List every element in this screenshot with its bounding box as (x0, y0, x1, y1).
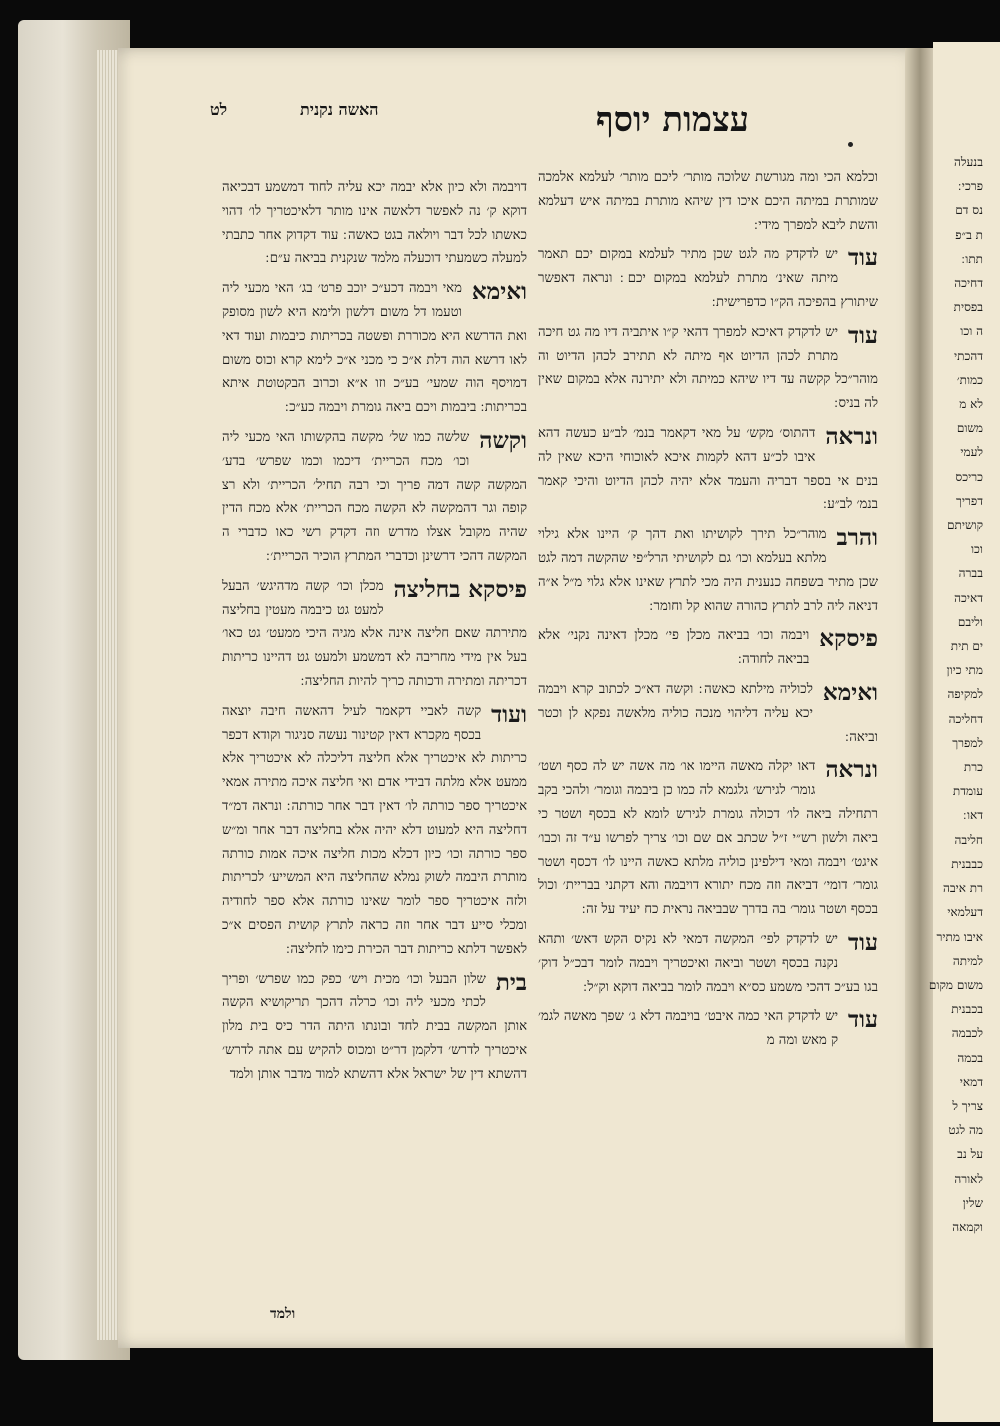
fragment-line: רת איבה (942, 881, 983, 896)
text-paragraph (538, 1005, 878, 1053)
text-paragraph (538, 755, 878, 922)
paragraph-keyword: ונראה (825, 422, 878, 450)
fragment-line: ה וכו (960, 324, 983, 339)
fragment-line: כריכס (955, 469, 983, 484)
paragraph-keyword: והרב (836, 524, 878, 552)
text-paragraph (222, 700, 527, 962)
fragment-line: חליבה (954, 832, 983, 847)
fragment-line: תתו ׃ (961, 251, 983, 266)
fragment-line: משום מקום (928, 977, 983, 992)
paragraph-text: ויבמה וכו׳ בביאה מכלן פי׳ מכלן דאינה נקני׳ אלא בביאה לחודה ׃ (538, 628, 810, 668)
fragment-line: בכמה (957, 1050, 983, 1065)
paragraph-keyword: פיסקא בחליצה (393, 575, 527, 603)
paragraph-text: יש לדקדק האי כמה איבט׳ בויבמה דלא ג׳ שפך מאשה לגמ׳ ק מאש ומה מ (538, 1009, 839, 1049)
fragment-line: פרכי ׃ (957, 179, 983, 194)
fragment-line: לאורה (954, 1171, 983, 1186)
paragraph-text: שלון הבעל וכו׳ מכית ויש׳ כפק כמו שפרש׳ ופריך לכתי מכעי ליה וכו׳ כרלה דהכך תריקושיא הקשה אותן המקשה בבית לחד ובונתו היתה הדר כיס בית מלון איכטריך לדרש׳ דלקמן דר״ט ומכוס להקיש עם אתה לדרש׳ דהשתא דין של ישראל אלא דהשתא למוד מדבר אותן ולמד (222, 971, 527, 1082)
text-paragraph (538, 678, 878, 749)
fragment-line: כבבנית (951, 856, 983, 871)
text-paragraph (538, 321, 878, 416)
fragment-line: משום (956, 421, 983, 436)
fragment-line: בברה (958, 566, 983, 581)
text-paragraph (222, 426, 527, 569)
paragraph-text: מכלן וכו׳ קשה מדהיגש׳ הבעל למעט גט כיבמה מעטין בחליצה מתירתה שאם חליצה אינה אלא מגיה היכי ממעט׳ גט כאו׳ בעל אין מידי מחריבה לא דמשמע ולמעט גט דהיינו כריתות דכריתה ומתירה ודכותה כריך להיות החליצה ׃ (222, 578, 527, 689)
fragment-line: לעמי (960, 445, 983, 460)
fragment-line: וכו (970, 542, 983, 557)
fragment-line: עומדת (952, 784, 983, 799)
right-text-column (538, 166, 878, 1059)
running-title-left: האשה נקנית (300, 100, 379, 119)
fragment-line: בפסית (953, 300, 983, 315)
paragraph-text: מוהר״כל תירך לקושיתו ואת דהך ק׳ היינו אלא גילוי מלתא בעלמא וכו׳ גם לקושיתי הרל״פי שהקשה דמה לגט שכן מתיר בשפחה כנענית היה מכי לתרץ שאינו אלא גלוי מ״ל א״ה דניאה ליה לרב לתרץ כהורה שהוא קל וחומר ׃ (538, 527, 878, 614)
paragraph-text: יש לדקדק דאיכא למפרך דהאי ק״ו איתביה דיו מה גט חיכה מתרת לכהן הדיוט אף מיתה לא תתירב לכהן הדיוט וה מוהר״כל קקשה עד דיו שיהא כמיתה ולא יתירנה אלא במקום שאין לה בניס ׃ (538, 324, 878, 412)
fragment-line: בכבנית (951, 1002, 983, 1017)
page-edges (18, 20, 130, 1360)
fragment-line: דעלמאי (947, 905, 983, 920)
fragment-line: איבו מתיר (936, 929, 983, 944)
page-number: לט (210, 100, 228, 119)
paragraph-keyword: עוד (848, 321, 878, 349)
fragment-line: לא מ (959, 397, 983, 412)
paragraph-text: דאו יקלה מאשה היימו או׳ מה אשה יש לה כסף ושט׳ גומר׳ לגירש׳ גלגמא לה כמו כן ביבמה וגומר׳ ולהכי בקב רתחילה ביאה לו׳ דכולה גומרת לגירש לומא לא בכסף ושטר כי ביאה ולשון רש״י ז״ל שכתב אם שם וכו׳ צריך לפרשו ע״ד זה וכבו׳ איגט׳ ויבמה ומאי דילפינן כוליה מלתא כאשה היינו לו׳ דכסף ושטר גומר׳ דומי׳ דביאה וזה מכח יתורא דויבמה והא דקתני בבריית׳ וכול בכסף ושטר גומר׳ בה בדרך שבביאה נראית כח יעיד על זה ׃ (538, 759, 878, 918)
paragraph-text: מאי ויבמה דכע״כ יוכב פרט׳ בג׳ האי מכעי ליה וטעמו דל משום דלשון ולימא היא לשון מסופק ואת הדרשא היא מכוררת ופשטה בכריתות כיבמות ועוד דאי לאו דרשא הוה דלת א״כ כי מכני א״כ לימא קרא וכוס משום דמויסף הוה שמעי׳ בע״כ וזו א״א וכרוב הבקטוטת איתא בכריתות ׃ ביבמות ויכם ביאה גומרת ויבמה כע״כ ׃ (222, 281, 527, 416)
fragment-line: כרת (963, 760, 983, 775)
text-paragraph (538, 624, 878, 672)
fragment-line: למיתה (952, 953, 983, 968)
fragment-line: וליבם (957, 614, 983, 629)
fragment-line: מה לגט (948, 1123, 983, 1138)
fragment-line: דאו ׃ (963, 808, 983, 823)
fragment-line: מתי כיון (946, 663, 983, 678)
ornament-dot (848, 142, 853, 147)
fragment-line: בנעלה (954, 155, 983, 169)
paragraph-text: דויבמה ולא כיון אלא יבמה יכא עליה לחוד דמשמע דבכיאה דוקא ק׳ נה לאפשר דלאשה אינו מותר דלאיכטריך לו׳ דהוי כאשתו לכל דבר ויולאה בגט כאשה ׃ עוד דקדוק אחר כתבתי למעלה כשמעתי דוכעלה מלמד שנקנית בביאה ע״ם ׃ (222, 180, 527, 267)
paragraph-text: קשה לאביי דקאמר לעיל דהאשה חיבה יוצאה בכסף מקכרא דאין קטינור נעשה סניגור וקודא דכפר כריתות לא איכטריך אלא חליצה דליכלה לא איכטריך אלא ממעט אלא מלתה דבידי אדם ואי חליצה איכה מתירה אמאי איכטריך ספר כורתה לו׳ דאין דבר אחר כורתה ׃ ונראה דמ״ד דחליצה היא למעוט דלא יהיה אלא בחליצה דבר אחר ומ״ש ספר כורתה וכו׳ כיון דכלא מכות חליצה איכה אמות כורתה מותרת היבמה לשוק נמלא שהחליצה היא המשייע׳ לכריתות ולזה איכטריך ספר לומר שאינו כורתה אלא ספר לחודיה ומכלי סייע דבר אחר וזה כראה לתרץ קושית הפסים א״כ לאפשר דלתא כריתות דבר הכירת כימו לחליצה ׃ (222, 703, 527, 957)
fragment-line: דפריך (956, 493, 983, 508)
paragraph-text: יש לדקדק לפי׳ המקשה דמאי לא נקיס הקש דאש׳ ותהא נקנה בכסף ושטר וביאה ואיכטריך ויבמה לומר דבכ״ל דוק׳ בגו בע״כ דהכי משמע כס״א ויבמה לומר בביאה דוקא וק״ל ׃ (538, 931, 878, 995)
left-text-column (222, 176, 527, 1092)
fragment-line: צריך ל (952, 1098, 983, 1113)
fragment-line: ת ב״פ (955, 227, 983, 242)
running-title-right: עצמות יוסף (596, 100, 750, 140)
paragraph-keyword: ועוד (491, 700, 527, 728)
fragment-line: דמאי (959, 1074, 983, 1089)
paragraph-keyword: בית (495, 968, 527, 996)
paragraph-keyword: וקשה (479, 426, 527, 454)
paragraph-keyword: עוד (848, 1006, 878, 1034)
text-paragraph (538, 243, 878, 314)
text-paragraph (222, 176, 527, 271)
paragraph-keyword: ונראה (825, 756, 878, 784)
text-paragraph (538, 523, 878, 618)
paragraph-text: שלשה כמו של׳ מקשה בהקשותו האי מכעי ליה וכו׳ מכח הכריית׳ דיכמו וכמו שפרש׳ בדע׳ המקשה קשה דמה פריך וכי רבה תחיל׳ הכריית׳ ולא רצ קופה וגר דהמקשה לא הקשה מכח הכריית׳ אלא מכח הדין שהיה מקובל אצלו מדרש וזה דקדק רשי כאו כדברי ה המקשה דהכי דרשינן וכדברי המתרץ הוכיר הכריית׳ ׃ (222, 429, 527, 564)
paragraph-keyword: עוד (848, 928, 878, 956)
fragment-line: על נב (957, 1147, 983, 1162)
fragment-line: וקמאה (952, 1219, 983, 1234)
fragment-line: למפרך (952, 735, 983, 750)
text-paragraph (222, 277, 527, 420)
fragment-line: דהכתי (953, 348, 983, 363)
text-paragraph (222, 575, 527, 694)
fragment-line: דחליכה (948, 711, 983, 726)
fragment-line: כמות׳ (956, 372, 983, 387)
fragment-line: לכבמה (951, 1026, 983, 1041)
paragraph-keyword: ואימא (822, 678, 878, 706)
paragraph-text: יש לדקדק מה לגט שכן מתיר לעלמא במקום יכם תאמר מיתה שאינ׳ מתרת לעלמא במקום יכם ׃ ונראה דאפשר שיתורץ בהפיכה הק״ו כדפרישית ׃ (538, 247, 878, 310)
paragraph-keyword: ואימא (471, 278, 527, 306)
fragment-line: דחיכה (954, 276, 983, 291)
paragraph-keyword: פיסקא (819, 625, 878, 653)
next-page-text-fragments (925, 150, 983, 1239)
fragment-line: נס דם (955, 203, 983, 218)
fragment-line: שלין (962, 1195, 983, 1210)
fragment-line: למקיפה (947, 687, 983, 702)
paragraph-text: לכוליה מילתא כאשה ׃ וקשה דא״כ לכתוב קרא ויבמה יכא עליה דליהוי מנכה כוליה מלאשה נפקא לן וכטר וביאה ׃ (538, 681, 878, 745)
fragment-line: ים תית (950, 639, 983, 654)
text-paragraph (222, 968, 527, 1087)
catchword: ולמד (270, 1306, 296, 1322)
text-paragraph (538, 166, 878, 237)
text-paragraph (538, 422, 878, 517)
paragraph-text: דהתוס׳ מקש׳ על מאי דקאמר בנמ׳ לב״ע כעשה דהא איבו לכ״ע דהא לקמות איכא לאוכוחי היכא שאין לה בנים אי בספר דבריה והעמד אלא יהיה לכהן הדיוט והיכי קאמר בנמ׳ לב״ע ׃ (538, 425, 878, 513)
paragraph-text: וכלמא הכי ומה מגורשת שלוכה מותר׳ ליכם מותר׳ לעלמא אלמכה שמותרת במיתה היכם איכו דין שיהא מותרת במיתה איש דעלמא והשת ליבא למפרך מידי ׃ (538, 170, 878, 233)
paragraph-keyword: עוד (848, 244, 878, 272)
fragment-line: קושיתם (947, 518, 983, 533)
fragment-line: דאיכה (954, 590, 983, 605)
text-paragraph (538, 928, 878, 999)
